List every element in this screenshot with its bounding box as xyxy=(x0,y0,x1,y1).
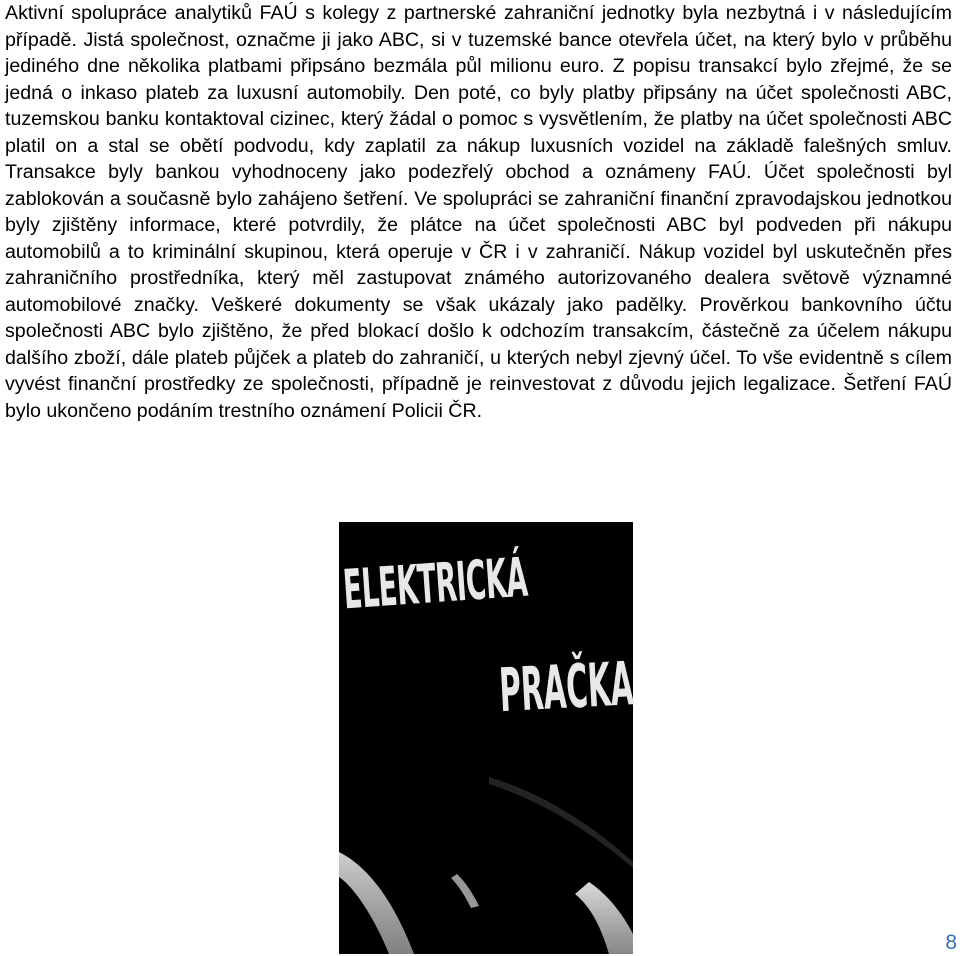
body-paragraph: Aktivní spolupráce analytiků FAÚ s kolegy z partnerské zahraniční jednotky byla nezbytná i v následujícím případě. Jistá společnost, označme ji jako ABC, si v tuzemské bance otevřela účet, na který bylo v průběhu jediného dne několika platbami připsáno bezmála půl milionu euro. Z popisu transakcí bylo zřejmé, že se jedná o inkaso plateb za luxusní automobily. Den poté, co byly platby připsány na účet společnosti ABC, tuzemskou banku kontaktoval cizinec, který žádal o pomoc s vysvětlením, že platby na účet společnosti ABC platil on a stal se obětí podvodu, kdy zaplatil za nákup luxusních vozidel na základě falešných smluv. Transakce byly bankou vyhodnoceny jako podezřelý obchod a oznámeny FAÚ. Účet společnosti byl zablokován a současně bylo zahájeno šetření. Ve spolupráci se zahraniční finanční zpravodajskou jednotkou byly zjištěny informace, které potvrdily, že plátce na účet společnosti ABC byl podveden při nákupu automobilů a to kriminální skupinou, která operuje v ČR i v zahraničí. Nákup vozidel byl uskutečněn přes zahraničního prostředníka, který měl zastupovat známého autorizovaného dealera světově významné automobilové značky. Veškeré dokumenty se však ukázaly jako padělky. Prověrkou bankovního účtu společnosti ABC bylo zjištěno, že před blokací došlo k odchozím transakcím, částečně za účelem nákupu dalšího zboží, dále plateb půjček a plateb do zahraničí, u kterých nebyl zjevný účel. To vše evidentně s cílem vyvést finanční prostředky ze společnosti, případně je reinvestovat z důvodu jejich legalizace. Šetření FAÚ bylo ukončeno podáním trestního oznámení Policii ČR. xyxy=(5,2,952,422)
washing-machine-illustration xyxy=(339,522,775,954)
illustration-graphic xyxy=(339,522,775,954)
page-number: 8 xyxy=(945,931,957,954)
figure-text-line1: ELEKTRICKÁ xyxy=(341,533,707,622)
figure-text-line2: PRAČKA xyxy=(497,641,775,727)
